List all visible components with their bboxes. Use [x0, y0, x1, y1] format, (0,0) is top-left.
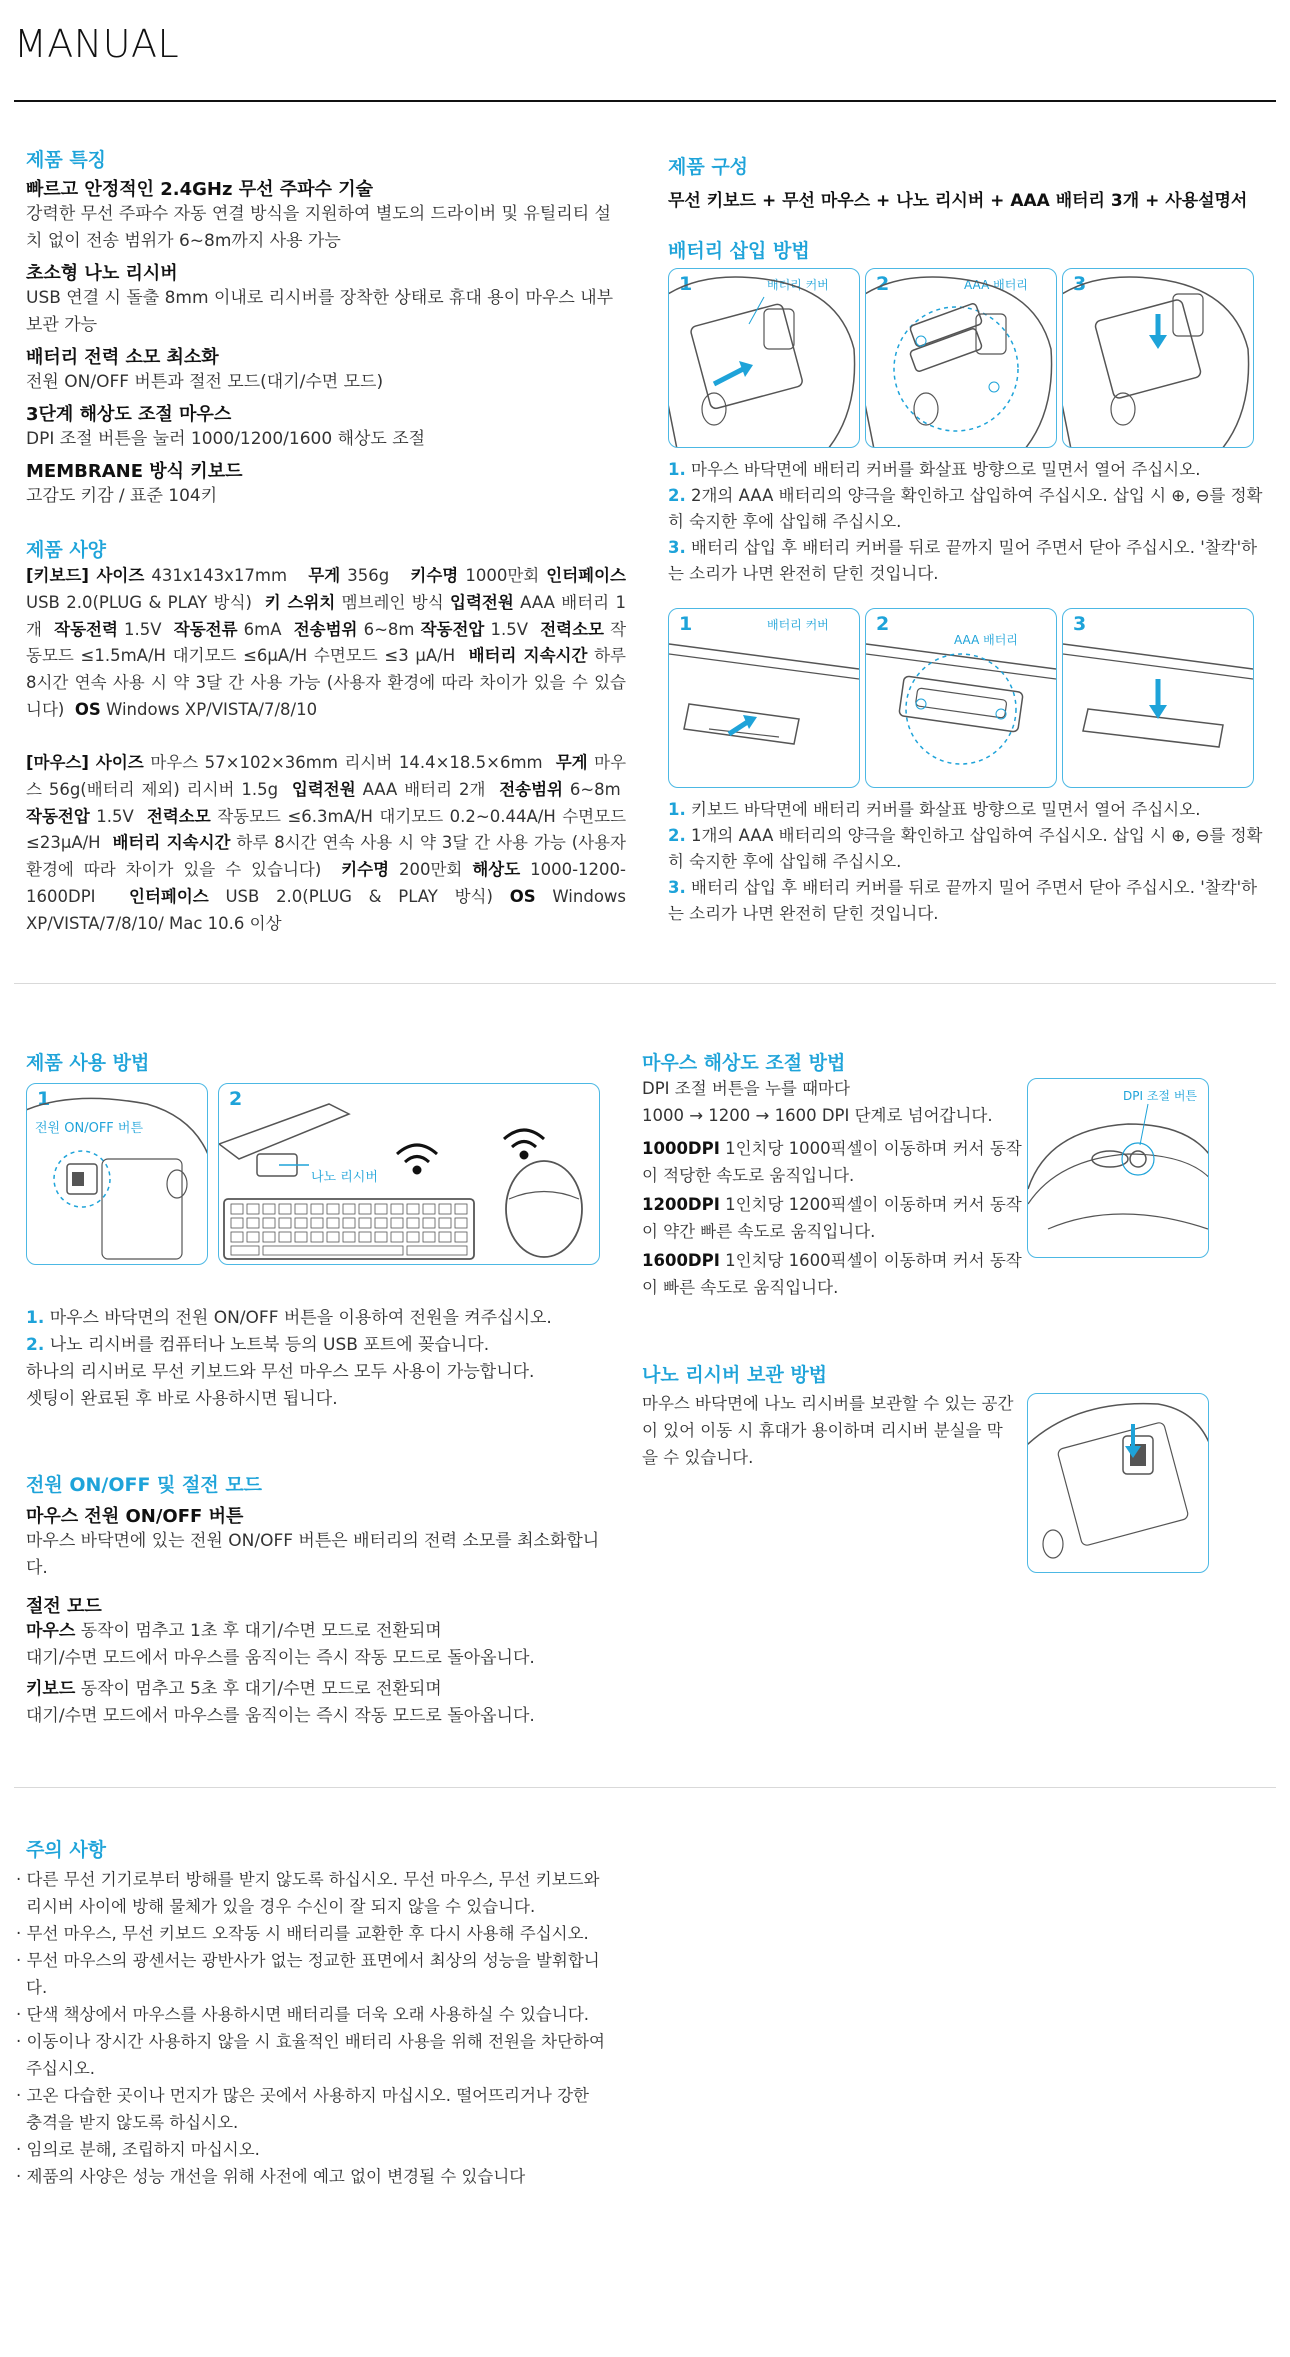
- usage-note: 셋팅이 완료된 후 바로 사용하시면 됩니다.: [26, 1389, 338, 1409]
- feature-title: 3단계 해상도 조절 마우스: [26, 404, 232, 425]
- mouse-cover-closed-icon: [1063, 269, 1253, 447]
- step-number: 3: [1073, 613, 1087, 635]
- header-rule: [14, 100, 1276, 102]
- spec-key: 키수명: [410, 566, 459, 585]
- step-number: 1: [679, 613, 693, 635]
- spec-key: 인터페이스: [546, 566, 626, 585]
- storage-heading: 나노 리시버 보관 방법: [642, 1364, 828, 1386]
- spec-key: 무게: [308, 566, 341, 585]
- spec-val: 하루 8시간 연속 사용 시 약 3달 간 사용 가능 (사용자 환경에 따라 차이가 있을 수 있습니다): [26, 646, 626, 719]
- battery-label: AAA 배터리: [964, 278, 1028, 292]
- wifi-icon: [397, 1130, 544, 1173]
- spec-val: 431x143x17mm: [151, 566, 288, 585]
- features-list: [26, 175, 626, 510]
- battery-compartment-icon: [866, 269, 1056, 447]
- spec-key: 배터리 지속시간: [112, 833, 231, 853]
- step-num: 1.: [668, 460, 686, 479]
- dpi-level: [642, 1135, 1022, 1189]
- step-item: [668, 535, 1268, 587]
- spec-val: 작동모드 ≤6.3mA/H 대기모드 0.2~0.44A/H 수면모드 ≤23μA/H: [26, 806, 627, 853]
- step-number: 2: [876, 273, 890, 295]
- usage-note: 하나의 리시버로 무선 키보드와 무선 마우스 모두 사용이 가능합니다.: [26, 1362, 535, 1382]
- usage-step2-figure: [218, 1083, 600, 1265]
- feature-desc: DPI 조절 버튼을 눌러 1000/1200/1600 해상도 조절: [26, 429, 426, 449]
- spec-val: 마우스 56g(배터리 제외) 리시버 1.5g: [26, 753, 627, 799]
- step-number: 2: [876, 613, 890, 635]
- power-button-label: 전원 ON/OFF 버튼: [35, 1121, 144, 1136]
- caution-item: · 고온 다습한 곳이나 먼지가 많은 곳에서 사용하지 마십시오. 떨어뜨리거나 강한 충격을 받지 않도록 하십시오.: [16, 2086, 589, 2132]
- battery-label: AAA 배터리: [954, 633, 1018, 647]
- step-text: 나노 리시버를 컴퓨터나 노트북 등의 USB 포트에 꽂습니다.: [49, 1335, 490, 1355]
- spec-val: 6~8m: [569, 779, 621, 799]
- spec-key: 작동전류: [173, 619, 238, 639]
- receiver-label: 나노 리시버: [311, 1170, 378, 1185]
- page-title: MANUAL: [14, 22, 180, 66]
- dpi-section: [642, 1075, 1022, 1301]
- spec-key: [마우스] 사이즈: [26, 753, 144, 772]
- step-num: 1.: [668, 800, 686, 819]
- spec-val: 1.5V: [124, 619, 162, 639]
- spec-val: 멤브레인 방식: [341, 592, 444, 612]
- spec-val: 1000만회: [465, 566, 540, 585]
- step-number: 1: [679, 273, 693, 295]
- dpi-level-text: 1인치당 1000픽셀이 이동하며 커서 동작이 적당한 속도로 움직입니다.: [642, 1139, 1022, 1185]
- composition-heading: 제품 구성: [668, 156, 749, 178]
- spec-key: 해상도: [472, 860, 521, 880]
- power-kb-2: 대기/수면 모드에서 마우스를 움직이는 즉시 작동 모드로 돌아옵니다.: [26, 1706, 535, 1726]
- spec-val: 작동모드 ≤1.5mA/H 대기모드 ≤6μA/H 수면모드 ≤3 μA/H: [26, 619, 627, 666]
- spec-val: Windows XP/VISTA/7/8/10/ Mac 10.6 이상: [26, 886, 627, 933]
- feature-item: [26, 343, 626, 396]
- cover-label: 배터리 커버: [767, 278, 829, 292]
- feature-title: 초소형 나노 리시버: [26, 263, 178, 284]
- step-num: 3.: [668, 878, 686, 897]
- spec-val: 6mA: [243, 619, 282, 639]
- spec-val: 1.5V: [490, 619, 528, 639]
- dpi-intro: DPI 조절 버튼을 누를 때마다: [642, 1079, 850, 1098]
- caution-text: 단색 책상에서 마우스를 사용하시면 배터리를 더욱 오래 사용하실 수 있습니다.: [26, 2005, 589, 2024]
- cover-label: 배터리 커버: [767, 618, 829, 632]
- mouse-battery-step3-figure: [1062, 268, 1254, 448]
- dpi-level-key: 1000DPI: [642, 1139, 720, 1158]
- caution-text: 다른 무선 기기로부터 방해를 받지 않도록 하십시오. 무선 마우스, 무선 키보드와 리시버 사이에 방해 물체가 있을 경우 수신이 잘 되지 않을 수 있습니다.: [26, 1870, 600, 1916]
- usage-steps: [26, 1305, 626, 1413]
- spec-key: 입력전원: [291, 779, 356, 799]
- feature-item: [26, 175, 626, 255]
- power-mouse: [26, 1618, 616, 1645]
- step-item: [668, 823, 1268, 875]
- step-text: 마우스 바닥면에 배터리 커버를 화살표 방향으로 밀면서 열어 주십시오.: [691, 460, 1201, 479]
- spec-val: 하루 8시간 연속 사용 시 약 3달 간 사용 가능 (사용자 환경에 따라 차이가 있을 수 있습니다): [26, 833, 626, 880]
- dpi-heading: 마우스 해상도 조절 방법: [642, 1052, 846, 1074]
- step-text: 1개의 AAA 배터리의 양극을 확인하고 삽입하여 주십시오. 삽입 시 ⊕, ⊖를 정확히 숙지한 후에 삽입해 주십시오.: [668, 826, 1263, 871]
- kb-battery-step2-figure: [865, 608, 1057, 788]
- dpi-button-label: DPI 조절 버튼: [1123, 1089, 1198, 1103]
- step-num: 2.: [668, 486, 686, 505]
- kb-cover-closed-icon: [1063, 609, 1253, 787]
- keyboard-bottom-icon: [669, 609, 859, 787]
- step-text: 배터리 삽입 후 배터리 커버를 뒤로 끝까지 밀어 주면서 닫아 주십시오. '찰칵'하는 소리가 나면 완전히 닫힌 것입니다.: [668, 538, 1258, 583]
- feature-title: MEMBRANE 방식 키보드: [26, 461, 243, 482]
- spec-val: 1.5V: [96, 806, 134, 826]
- step-num: 2.: [668, 826, 686, 845]
- section-divider: [14, 1787, 1276, 1788]
- battery-heading: 배터리 삽입 방법: [668, 240, 810, 262]
- dpi-figure: [1027, 1078, 1209, 1258]
- kb-battery-step3-figure: [1062, 608, 1254, 788]
- mouse-power-switch-icon: [27, 1084, 207, 1264]
- kb-text: 동작이 멈추고 5초 후 대기/수면 모드로 전환되며: [80, 1679, 442, 1699]
- spec-key: 키수명: [341, 860, 390, 880]
- power-heading: 전원 ON/OFF 및 절전 모드: [26, 1474, 263, 1496]
- specs-mouse: [26, 750, 626, 938]
- spec-key: 무게: [555, 753, 588, 772]
- step-num: 3.: [668, 538, 686, 557]
- composition-text: 무선 키보드 + 무선 마우스 + 나노 리시버 + AAA 배터리 3개 + 사용설명서: [668, 191, 1248, 211]
- kb-battery-steps: [668, 797, 1268, 927]
- spec-key: 작동전압: [420, 619, 485, 639]
- features-heading: 제품 특징: [26, 149, 107, 171]
- dpi-intro: 1000 → 1200 → 1600 DPI 단계로 넘어갑니다.: [642, 1106, 993, 1125]
- spec-val: 6~8m: [363, 619, 415, 639]
- spec-key: 작동전력: [54, 619, 118, 639]
- power-mouse-2: 대기/수면 모드에서 마우스를 움직이는 즉시 작동 모드로 돌아옵니다.: [26, 1648, 535, 1668]
- caution-text: 임의로 분해, 조립하지 마십시오.: [26, 2140, 260, 2159]
- spec-val: USB 2.0(PLUG & PLAY 방식): [225, 886, 493, 906]
- feature-title: 배터리 전력 소모 최소화: [26, 347, 219, 368]
- caution-list: [16, 1866, 606, 2190]
- feature-desc: 강력한 무선 주파수 자동 연결 방식을 지원하여 별도의 드라이버 및 유틸리티 설치 없이 전송 범위가 6~8m까지 사용 가능: [26, 204, 611, 251]
- power-desc1: 마우스 바닥면에 있는 전원 ON/OFF 버튼은 배터리의 전력 소모를 최소화합니다.: [26, 1531, 600, 1578]
- step-number: 1: [37, 1088, 51, 1110]
- dpi-level: [642, 1247, 1022, 1301]
- spec-val: 200만회: [398, 860, 463, 880]
- spec-key: 키 스위치: [264, 592, 336, 612]
- power-section: [26, 1502, 616, 1730]
- spec-key: [키보드] 사이즈: [26, 566, 145, 585]
- dpi-level-key: 1200DPI: [642, 1195, 720, 1214]
- spec-val: 1000-1200-1600DPI: [26, 860, 626, 906]
- caution-text: 제품의 사양은 성능 개선을 위해 사전에 예고 없이 변경될 수 있습니다: [26, 2167, 526, 2186]
- mouse-text: 동작이 멈추고 1초 후 대기/수면 모드로 전환되며: [80, 1621, 442, 1641]
- specs-keyboard: [26, 563, 626, 724]
- spec-key: OS: [74, 699, 101, 719]
- mouse-battery-step1-figure: [668, 268, 860, 448]
- power-kb: [26, 1676, 616, 1703]
- step-num: 2.: [26, 1335, 45, 1355]
- spec-val: Windows XP/VISTA/7/8/10: [106, 699, 318, 719]
- spec-key: 전송범위: [293, 619, 358, 639]
- step-item: [26, 1332, 626, 1359]
- spec-key: 인터페이스: [129, 886, 209, 906]
- dpi-level-text: 1인치당 1600픽셀이 이동하며 커서 동작이 빠른 속도로 움직입니다.: [642, 1251, 1022, 1297]
- power-sub2: 절전 모드: [26, 1596, 102, 1617]
- mouse-dpi-button-icon: [1028, 1079, 1208, 1257]
- kb-label: 키보드: [26, 1679, 76, 1699]
- feature-desc: 전원 ON/OFF 버튼과 절전 모드(대기/수면 모드): [26, 372, 384, 392]
- kb-battery-compartment-icon: [866, 609, 1056, 787]
- step-item: [668, 875, 1268, 927]
- feature-desc: 고감도 키감 / 표준 104키: [26, 486, 218, 506]
- mouse-bottom-icon: [669, 269, 859, 447]
- spec-val: AAA 배터리 2개: [362, 779, 486, 799]
- caution-item: · 이동이나 장시간 사용하지 않을 시 효율적인 배터리 사용을 위해 전원을 차단하여 주십시오.: [16, 2032, 605, 2078]
- storage-figure: [1027, 1393, 1209, 1573]
- caution-text: 무선 마우스, 무선 키보드 오작동 시 배터리를 교환한 후 다시 사용해 주십시오.: [26, 1924, 589, 1943]
- caution-item: · 무선 마우스의 광센서는 광반사가 없는 정교한 표면에서 최상의 성능을 발휘합니다.: [16, 1951, 600, 1997]
- mouse-battery-step2-figure: [865, 268, 1057, 448]
- step-item: [668, 483, 1268, 535]
- dpi-level-text: 1인치당 1200픽셀이 이동하며 커서 동작이 약간 빠른 속도로 움직입니다.: [642, 1195, 1022, 1241]
- receiver-storage-icon: [1028, 1394, 1208, 1572]
- feature-item: [26, 259, 626, 339]
- specs-heading: 제품 사양: [26, 539, 107, 561]
- caution-item: · 임의로 분해, 조립하지 마십시오.: [16, 2140, 260, 2159]
- spec-val: 마우스 57×102×36mm 리시버 14.4×18.5×6mm: [150, 753, 543, 772]
- storage-text: 마우스 바닥면에 나노 리시버를 보관할 수 있는 공간이 있어 이동 시 휴대가 용이하며 리시버 분실을 막을 수 있습니다.: [642, 1394, 1014, 1467]
- caution-text: 고온 다습한 곳이나 먼지가 많은 곳에서 사용하지 마십시오. 떨어뜨리거나 강한 충격을 받지 않도록 하십시오.: [26, 2086, 589, 2132]
- caution-item: · 제품의 사양은 성능 개선을 위해 사전에 예고 없이 변경될 수 있습니다: [16, 2167, 526, 2186]
- kb-battery-step1-figure: [668, 608, 860, 788]
- section-divider: [14, 983, 1276, 984]
- dpi-level: [642, 1191, 1022, 1245]
- dpi-level-key: 1600DPI: [642, 1251, 720, 1270]
- step-num: 1.: [26, 1308, 45, 1328]
- caution-item: · 무선 마우스, 무선 키보드 오작동 시 배터리를 교환한 후 다시 사용해 주십시오.: [16, 1924, 589, 1943]
- spec-key: 배터리 지속시간: [468, 646, 588, 666]
- caution-text: 이동이나 장시간 사용하지 않을 시 효율적인 배터리 사용을 위해 전원을 차단하여 주십시오.: [26, 2032, 605, 2078]
- feature-item: [26, 400, 626, 453]
- step-number: 3: [1073, 273, 1087, 295]
- feature-title: 빠르고 안정적인 2.4GHz 무선 주파수 기술: [26, 179, 373, 200]
- spec-val: USB 2.0(PLUG & PLAY 방식): [26, 592, 252, 612]
- caution-item: · 다른 무선 기기로부터 방해를 받지 않도록 하십시오. 무선 마우스, 무선 키보드와 리시버 사이에 방해 물체가 있을 경우 수신이 잘 되지 않을 수 있습니다.: [16, 1870, 600, 1916]
- keyboard-mouse-setup-icon: [219, 1084, 599, 1264]
- spec-key: 전력소모: [146, 806, 211, 826]
- feature-item: [26, 457, 626, 510]
- step-item: [668, 797, 1268, 823]
- usage-heading: 제품 사용 방법: [26, 1052, 150, 1074]
- spec-key: 전력소모: [540, 619, 604, 639]
- feature-desc: USB 연결 시 돌출 8mm 이내로 리시버를 장착한 상태로 휴대 용이 마우스 내부 보관 가능: [26, 288, 614, 335]
- spec-key: 전송범위: [499, 779, 563, 799]
- step-item: [668, 457, 1268, 483]
- power-sub1: 마우스 전원 ON/OFF 버튼: [26, 1506, 244, 1527]
- caution-heading: 주의 사항: [26, 1839, 107, 1861]
- mouse-label: 마우스: [26, 1621, 76, 1641]
- step-text: 마우스 바닥면의 전원 ON/OFF 버튼을 이용하여 전원을 켜주십시오.: [49, 1308, 552, 1328]
- step-text: 키보드 바닥면에 배터리 커버를 화살표 방향으로 밀면서 열어 주십시오.: [691, 800, 1201, 819]
- caution-text: 무선 마우스의 광센서는 광반사가 없는 정교한 표면에서 최상의 성능을 발휘합니다.: [26, 1951, 600, 1997]
- step-number: 2: [229, 1088, 243, 1110]
- mouse-battery-steps: [668, 457, 1268, 587]
- step-item: [26, 1305, 626, 1332]
- step-text: 배터리 삽입 후 배터리 커버를 뒤로 끝까지 밀어 주면서 닫아 주십시오. '찰칵'하는 소리가 나면 완전히 닫힌 것입니다.: [668, 878, 1258, 923]
- caution-item: · 단색 책상에서 마우스를 사용하시면 배터리를 더욱 오래 사용하실 수 있습니다.: [16, 2005, 589, 2024]
- usage-step1-figure: [26, 1083, 208, 1265]
- spec-val: AAA 배터리 1개: [26, 592, 626, 639]
- spec-key: OS: [509, 886, 536, 906]
- spec-key: 입력전원: [450, 592, 514, 612]
- spec-val: 356g: [347, 566, 390, 585]
- spec-key: 작동전압: [26, 806, 90, 826]
- step-text: 2개의 AAA 배터리의 양극을 확인하고 삽입하여 주십시오. 삽입 시 ⊕, ⊖를 정확히 숙지한 후에 삽입해 주십시오.: [668, 486, 1263, 531]
